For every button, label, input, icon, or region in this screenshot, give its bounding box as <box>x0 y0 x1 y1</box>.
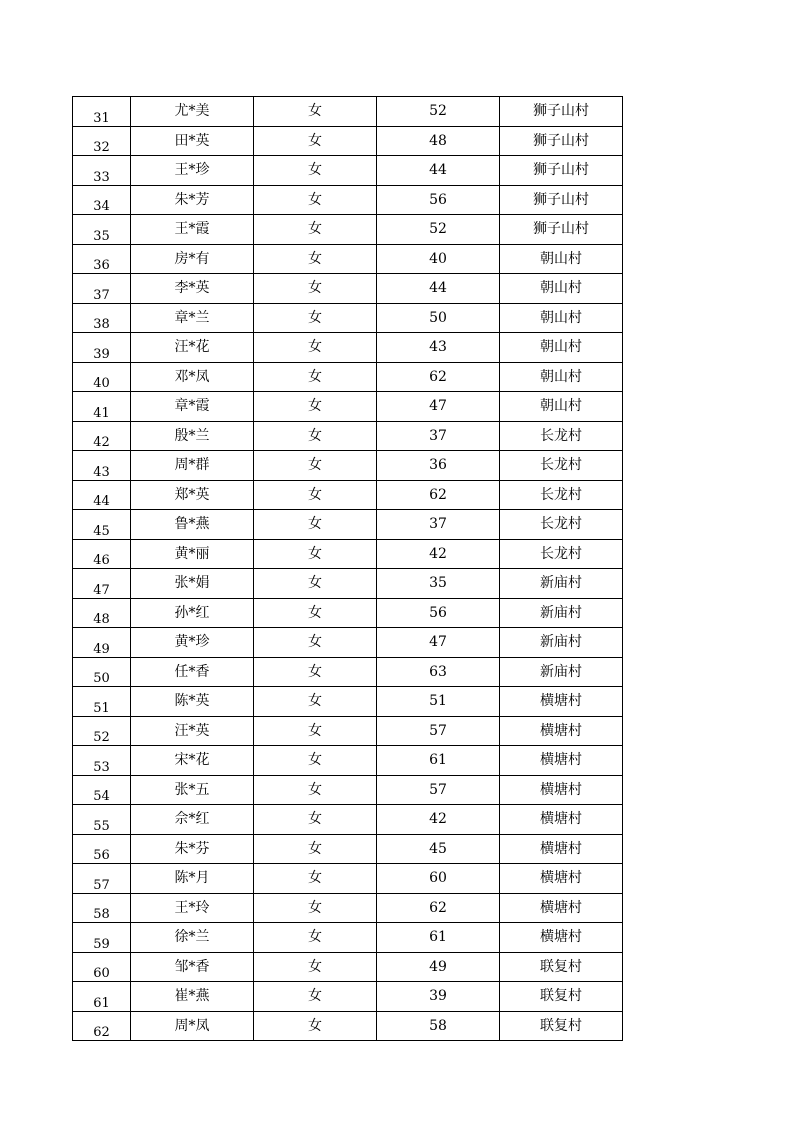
row-number-cell: 42 <box>73 421 131 451</box>
table-row <box>73 333 623 363</box>
table-row <box>73 569 623 599</box>
table-row <box>73 952 623 982</box>
age-cell: 62 <box>377 893 500 923</box>
gender-cell: 女 <box>254 598 377 628</box>
village-cell: 横塘村 <box>500 687 623 717</box>
person-name-cell: 王*珍 <box>131 156 254 186</box>
person-name-cell: 房*有 <box>131 244 254 274</box>
village-cell: 朝山村 <box>500 362 623 392</box>
row-number-cell: 39 <box>73 333 131 363</box>
gender-cell: 女 <box>254 480 377 510</box>
gender-cell: 女 <box>254 392 377 422</box>
age-cell: 42 <box>377 539 500 569</box>
age-cell: 48 <box>377 126 500 156</box>
gender-cell: 女 <box>254 97 377 127</box>
row-number-cell: 44 <box>73 480 131 510</box>
table-row <box>73 716 623 746</box>
table-row <box>73 303 623 333</box>
person-name-cell: 田*英 <box>131 126 254 156</box>
age-cell: 61 <box>377 923 500 953</box>
row-number-cell: 50 <box>73 657 131 687</box>
gender-cell: 女 <box>254 185 377 215</box>
row-number-cell: 33 <box>73 156 131 186</box>
village-cell: 长龙村 <box>500 539 623 569</box>
gender-cell: 女 <box>254 215 377 245</box>
gender-cell: 女 <box>254 628 377 658</box>
village-cell: 横塘村 <box>500 746 623 776</box>
person-name-cell: 邹*香 <box>131 952 254 982</box>
person-name-cell: 黄*丽 <box>131 539 254 569</box>
age-cell: 45 <box>377 834 500 864</box>
gender-cell: 女 <box>254 952 377 982</box>
row-number-cell: 47 <box>73 569 131 599</box>
row-number-cell: 58 <box>73 893 131 923</box>
table-row <box>73 834 623 864</box>
village-cell: 长龙村 <box>500 510 623 540</box>
village-cell: 朝山村 <box>500 392 623 422</box>
village-cell: 狮子山村 <box>500 126 623 156</box>
village-cell: 长龙村 <box>500 421 623 451</box>
age-cell: 47 <box>377 628 500 658</box>
village-cell: 狮子山村 <box>500 97 623 127</box>
age-cell: 35 <box>377 569 500 599</box>
person-name-cell: 徐*兰 <box>131 923 254 953</box>
person-name-cell: 张*五 <box>131 775 254 805</box>
person-name-cell: 周*群 <box>131 451 254 481</box>
gender-cell: 女 <box>254 746 377 776</box>
table-row <box>73 451 623 481</box>
table-row <box>73 126 623 156</box>
age-cell: 50 <box>377 303 500 333</box>
gender-cell: 女 <box>254 244 377 274</box>
gender-cell: 女 <box>254 510 377 540</box>
table-row <box>73 274 623 304</box>
gender-cell: 女 <box>254 657 377 687</box>
person-name-cell: 崔*燕 <box>131 982 254 1012</box>
age-cell: 37 <box>377 510 500 540</box>
table-row <box>73 893 623 923</box>
table-row <box>73 746 623 776</box>
row-number-cell: 55 <box>73 805 131 835</box>
row-number-cell: 59 <box>73 923 131 953</box>
person-name-cell: 孙*红 <box>131 598 254 628</box>
age-cell: 42 <box>377 805 500 835</box>
table-row <box>73 775 623 805</box>
table-row <box>73 657 623 687</box>
person-name-cell: 汪*英 <box>131 716 254 746</box>
gender-cell: 女 <box>254 864 377 894</box>
age-cell: 36 <box>377 451 500 481</box>
village-cell: 狮子山村 <box>500 185 623 215</box>
gender-cell: 女 <box>254 451 377 481</box>
row-number-cell: 34 <box>73 185 131 215</box>
gender-cell: 女 <box>254 923 377 953</box>
row-number-cell: 51 <box>73 687 131 717</box>
roster-table-body <box>73 97 623 1041</box>
age-cell: 56 <box>377 185 500 215</box>
row-number-cell: 32 <box>73 126 131 156</box>
person-name-cell: 陈*英 <box>131 687 254 717</box>
person-name-cell: 张*娟 <box>131 569 254 599</box>
row-number-cell: 53 <box>73 746 131 776</box>
village-cell: 横塘村 <box>500 805 623 835</box>
village-cell: 新庙村 <box>500 598 623 628</box>
age-cell: 58 <box>377 1011 500 1041</box>
row-number-cell: 41 <box>73 392 131 422</box>
person-name-cell: 陈*月 <box>131 864 254 894</box>
age-cell: 52 <box>377 97 500 127</box>
gender-cell: 女 <box>254 126 377 156</box>
gender-cell: 女 <box>254 716 377 746</box>
person-name-cell: 朱*芳 <box>131 185 254 215</box>
table-row <box>73 864 623 894</box>
gender-cell: 女 <box>254 805 377 835</box>
village-cell: 朝山村 <box>500 333 623 363</box>
row-number-cell: 48 <box>73 598 131 628</box>
row-number-cell: 54 <box>73 775 131 805</box>
village-cell: 新庙村 <box>500 657 623 687</box>
village-cell: 横塘村 <box>500 716 623 746</box>
person-name-cell: 章*兰 <box>131 303 254 333</box>
row-number-cell: 61 <box>73 982 131 1012</box>
table-row <box>73 539 623 569</box>
table-row <box>73 362 623 392</box>
village-cell: 新庙村 <box>500 628 623 658</box>
gender-cell: 女 <box>254 421 377 451</box>
row-number-cell: 38 <box>73 303 131 333</box>
row-number-cell: 46 <box>73 539 131 569</box>
gender-cell: 女 <box>254 893 377 923</box>
table-row <box>73 805 623 835</box>
gender-cell: 女 <box>254 569 377 599</box>
village-cell: 狮子山村 <box>500 215 623 245</box>
table-row <box>73 156 623 186</box>
age-cell: 57 <box>377 716 500 746</box>
table-row <box>73 628 623 658</box>
table-row <box>73 480 623 510</box>
table-row <box>73 598 623 628</box>
village-cell: 联复村 <box>500 982 623 1012</box>
age-cell: 52 <box>377 215 500 245</box>
table-row <box>73 510 623 540</box>
table-row <box>73 982 623 1012</box>
person-name-cell: 王*玲 <box>131 893 254 923</box>
person-name-cell: 李*英 <box>131 274 254 304</box>
person-name-cell: 殷*兰 <box>131 421 254 451</box>
person-name-cell: 邓*凤 <box>131 362 254 392</box>
person-name-cell: 任*香 <box>131 657 254 687</box>
village-cell: 长龙村 <box>500 451 623 481</box>
age-cell: 56 <box>377 598 500 628</box>
table-row <box>73 687 623 717</box>
village-cell: 狮子山村 <box>500 156 623 186</box>
table-row <box>73 923 623 953</box>
person-name-cell: 尤*美 <box>131 97 254 127</box>
village-cell: 横塘村 <box>500 923 623 953</box>
person-name-cell: 黄*珍 <box>131 628 254 658</box>
gender-cell: 女 <box>254 982 377 1012</box>
age-cell: 39 <box>377 982 500 1012</box>
row-number-cell: 57 <box>73 864 131 894</box>
table-row <box>73 215 623 245</box>
table-row <box>73 244 623 274</box>
row-number-cell: 45 <box>73 510 131 540</box>
table-row <box>73 392 623 422</box>
table-row <box>73 97 623 127</box>
village-cell: 联复村 <box>500 1011 623 1041</box>
table-row <box>73 185 623 215</box>
table-row <box>73 421 623 451</box>
village-cell: 横塘村 <box>500 834 623 864</box>
row-number-cell: 40 <box>73 362 131 392</box>
age-cell: 63 <box>377 657 500 687</box>
village-cell: 长龙村 <box>500 480 623 510</box>
gender-cell: 女 <box>254 687 377 717</box>
village-cell: 朝山村 <box>500 274 623 304</box>
person-name-cell: 鲁*燕 <box>131 510 254 540</box>
age-cell: 44 <box>377 274 500 304</box>
row-number-cell: 43 <box>73 451 131 481</box>
age-cell: 37 <box>377 421 500 451</box>
person-name-cell: 周*凤 <box>131 1011 254 1041</box>
gender-cell: 女 <box>254 539 377 569</box>
age-cell: 51 <box>377 687 500 717</box>
village-cell: 朝山村 <box>500 244 623 274</box>
person-name-cell: 佘*红 <box>131 805 254 835</box>
row-number-cell: 31 <box>73 97 131 127</box>
gender-cell: 女 <box>254 834 377 864</box>
person-name-cell: 王*霞 <box>131 215 254 245</box>
row-number-cell: 49 <box>73 628 131 658</box>
row-number-cell: 52 <box>73 716 131 746</box>
age-cell: 49 <box>377 952 500 982</box>
gender-cell: 女 <box>254 274 377 304</box>
age-cell: 61 <box>377 746 500 776</box>
age-cell: 44 <box>377 156 500 186</box>
village-cell: 横塘村 <box>500 775 623 805</box>
age-cell: 62 <box>377 480 500 510</box>
age-cell: 43 <box>377 333 500 363</box>
village-cell: 横塘村 <box>500 864 623 894</box>
age-cell: 60 <box>377 864 500 894</box>
age-cell: 57 <box>377 775 500 805</box>
row-number-cell: 35 <box>73 215 131 245</box>
age-cell: 62 <box>377 362 500 392</box>
age-cell: 40 <box>377 244 500 274</box>
row-number-cell: 62 <box>73 1011 131 1041</box>
age-cell: 47 <box>377 392 500 422</box>
row-number-cell: 60 <box>73 952 131 982</box>
village-cell: 横塘村 <box>500 893 623 923</box>
gender-cell: 女 <box>254 362 377 392</box>
row-number-cell: 37 <box>73 274 131 304</box>
person-name-cell: 宋*花 <box>131 746 254 776</box>
person-name-cell: 章*霞 <box>131 392 254 422</box>
table-row <box>73 1011 623 1041</box>
gender-cell: 女 <box>254 156 377 186</box>
gender-cell: 女 <box>254 775 377 805</box>
gender-cell: 女 <box>254 1011 377 1041</box>
gender-cell: 女 <box>254 303 377 333</box>
roster-table <box>72 96 623 1041</box>
person-name-cell: 郑*英 <box>131 480 254 510</box>
village-cell: 新庙村 <box>500 569 623 599</box>
person-name-cell: 汪*花 <box>131 333 254 363</box>
village-cell: 朝山村 <box>500 303 623 333</box>
village-cell: 联复村 <box>500 952 623 982</box>
person-name-cell: 朱*芬 <box>131 834 254 864</box>
gender-cell: 女 <box>254 333 377 363</box>
row-number-cell: 56 <box>73 834 131 864</box>
row-number-cell: 36 <box>73 244 131 274</box>
